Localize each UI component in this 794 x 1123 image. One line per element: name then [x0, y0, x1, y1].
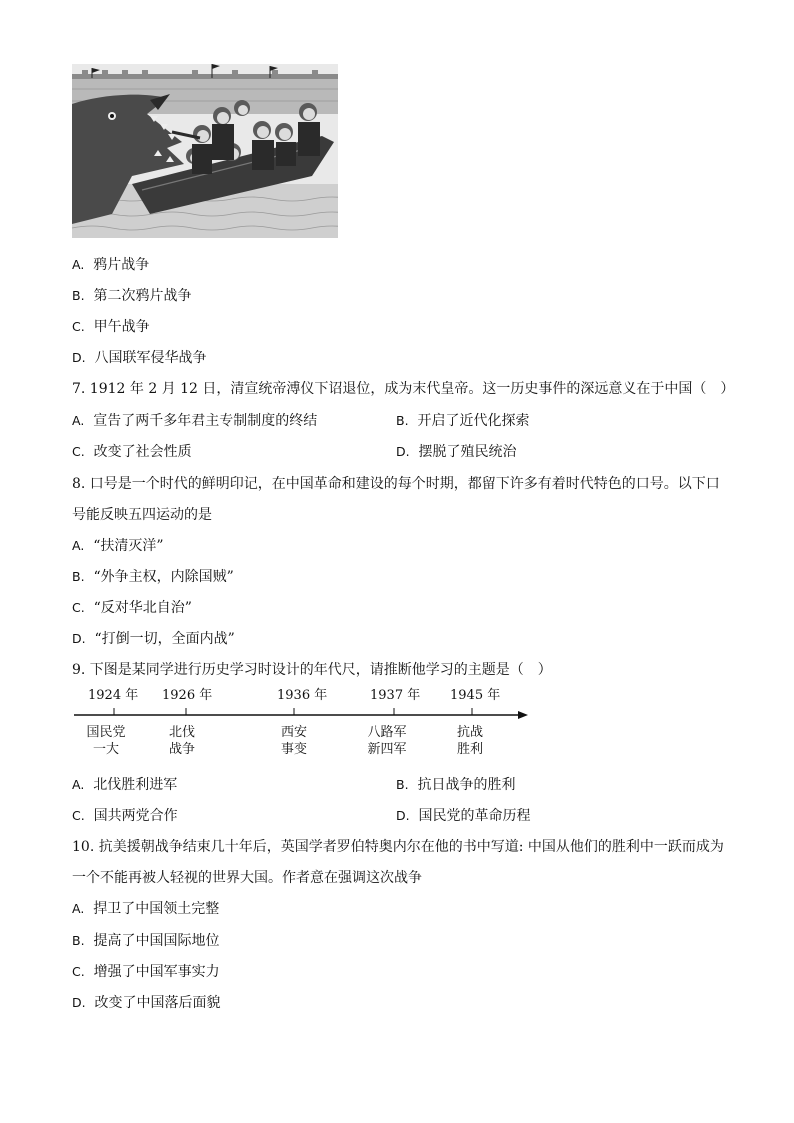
timeline-ruler — [72, 688, 532, 760]
option-label: D. — [396, 808, 410, 823]
timeline-event — [448, 724, 492, 758]
question-10-stem-line-2: 一个不能再被人轻视的世界大国。作者意在强调这次战争 — [72, 870, 422, 886]
option-text: 宣告了两千多年君主专制制度的终结 — [93, 413, 318, 429]
option-text: 甲午战争 — [93, 319, 150, 335]
option-label: C. — [72, 808, 85, 823]
option-c[interactable] — [72, 963, 220, 981]
option-text: “扶清灭洋” — [93, 538, 164, 554]
timeline-year: 1924 年 — [88, 688, 139, 703]
option-label: A. — [72, 413, 85, 428]
option-label: D. — [72, 995, 86, 1010]
timeline-event-line: 一大 — [92, 742, 119, 757]
option-label: B. — [72, 933, 85, 948]
option-text: 开启了近代化探索 — [417, 413, 530, 429]
option-label: D. — [72, 631, 86, 646]
timeline-event — [272, 724, 316, 758]
option-label: C. — [72, 600, 85, 615]
timeline-event-line: 西安 — [280, 725, 307, 740]
timeline-event-line: 战争 — [168, 742, 195, 757]
option-b[interactable] — [396, 776, 515, 794]
option-label: B. — [396, 413, 409, 428]
option-b[interactable] — [72, 287, 191, 305]
option-text: 国民党的革命历程 — [418, 808, 531, 824]
option-label: D. — [396, 444, 410, 459]
option-text: “反对华北自治” — [93, 600, 192, 616]
option-label: B. — [72, 569, 85, 584]
timeline-event-line: 事变 — [280, 742, 307, 757]
timeline-event-line: 八路军 — [367, 725, 407, 740]
question-7-stem: 7. 1912 年 2 月 12 日，清宣统帝溥仪下诏退位，成为末代皇帝。这一历史事件的深远意义在于中国（ ） — [72, 381, 735, 397]
option-text: “打倒一切，全面内战” — [94, 631, 235, 647]
option-a[interactable] — [72, 256, 149, 274]
timeline-event-line: 抗战 — [456, 725, 483, 740]
option-b[interactable] — [396, 412, 529, 430]
option-label: A. — [72, 257, 85, 272]
option-a[interactable] — [72, 900, 219, 918]
timeline-event — [362, 724, 412, 758]
option-text: 八国联军侵华战争 — [94, 350, 207, 366]
option-text: 改变了社会性质 — [93, 444, 192, 460]
option-b[interactable] — [72, 568, 234, 586]
question-10-stem-line-1: 10. 抗美援朝战争结束几十年后，英国学者罗伯特奥内尔在他的书中写道: 中国从他们的胜利中一跃而成为 — [72, 839, 724, 855]
option-text: 增强了中国军事实力 — [93, 964, 220, 980]
option-text: 国共两党合作 — [93, 808, 178, 824]
question-8-stem-line-1: 8. 口号是一个时代的鲜明印记，在中国革命和建设的每个时期，都留下许多有着时代特色的口号。以下口 — [72, 476, 720, 492]
option-label: C. — [72, 444, 85, 459]
timeline-event — [84, 724, 128, 758]
option-a[interactable] — [72, 537, 164, 555]
timeline-year: 1936 年 — [277, 688, 328, 703]
option-text: 鸦片战争 — [93, 257, 150, 273]
option-c[interactable] — [72, 443, 192, 461]
question-9-stem: 9. 下图是某同学进行历史学习时设计的年代尺，请推断他学习的主题是（ ） — [72, 662, 552, 678]
option-c[interactable] — [72, 807, 178, 825]
option-text: 捍卫了中国领土完整 — [93, 901, 220, 917]
option-text: “外争主权，内除国贼” — [93, 569, 234, 585]
timeline-event-line: 新四军 — [367, 742, 407, 757]
option-d[interactable] — [396, 807, 531, 825]
timeline-event-line: 北伐 — [168, 725, 195, 740]
option-d[interactable] — [72, 630, 235, 648]
option-label: A. — [72, 777, 85, 792]
historical-cartoon-image — [72, 64, 338, 238]
option-label: A. — [72, 901, 85, 916]
option-d[interactable] — [72, 349, 207, 367]
option-label: C. — [72, 964, 85, 979]
option-a[interactable] — [72, 776, 177, 794]
option-label: A. — [72, 538, 85, 553]
option-label: B. — [396, 777, 409, 792]
option-d[interactable] — [72, 994, 221, 1012]
option-c[interactable] — [72, 318, 150, 336]
option-text: 摆脱了殖民统治 — [418, 444, 517, 460]
timeline-event — [160, 724, 204, 758]
timeline-year: 1926 年 — [162, 688, 213, 703]
option-text: 提高了中国国际地位 — [93, 933, 220, 949]
option-text: 第二次鸦片战争 — [93, 288, 192, 304]
timeline-event-line: 国民党 — [86, 725, 126, 740]
option-label: C. — [72, 319, 85, 334]
option-label: D. — [72, 350, 86, 365]
option-text: 改变了中国落后面貌 — [94, 995, 221, 1011]
option-d[interactable] — [396, 443, 517, 461]
option-a[interactable] — [72, 412, 317, 430]
option-label: B. — [72, 288, 85, 303]
timeline-event-line: 胜利 — [456, 742, 483, 757]
timeline-year: 1937 年 — [370, 688, 421, 703]
timeline-year: 1945 年 — [450, 688, 501, 703]
option-text: 北伐胜利进军 — [93, 777, 178, 793]
option-text: 抗日战争的胜利 — [417, 777, 516, 793]
question-8-stem-line-2: 号能反映五四运动的是 — [72, 507, 212, 523]
option-b[interactable] — [72, 932, 219, 950]
option-c[interactable] — [72, 599, 192, 617]
